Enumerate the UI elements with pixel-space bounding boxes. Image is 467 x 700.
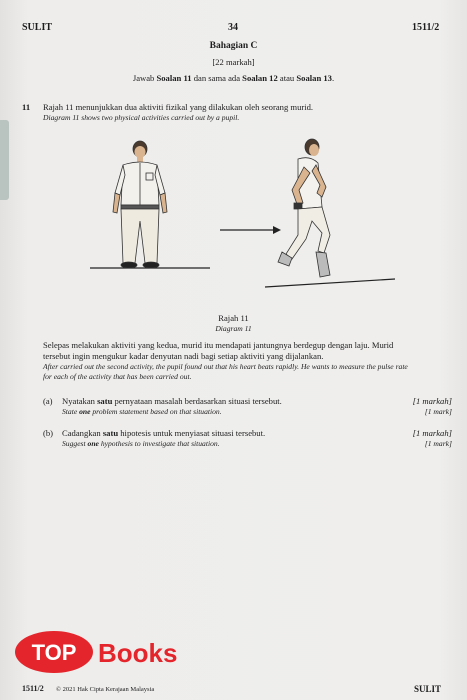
- section-instruction: [0, 73, 467, 84]
- arrow-right-icon: [220, 226, 281, 234]
- part-a-label: (a): [43, 396, 53, 406]
- question-stem-ms: Rajah 11 menunjukkan dua aktiviti fizikal yang dilakukan oleh seorang murid.: [43, 102, 314, 112]
- header-left: SULIT: [22, 22, 53, 33]
- instruction-text: Jawab: [132, 73, 157, 83]
- question-stem-en: Diagram 11 shows two physical activities carried out by a pupil.: [43, 113, 240, 122]
- footer-copyright: © 2021 Hak Cipta Kerajaan Malaysia: [56, 686, 155, 693]
- section-marks: [0, 57, 467, 67]
- figure-caption-ms: Rajah 11: [218, 313, 249, 323]
- body-en-line2: for each of the activity that has been carried out.: [43, 372, 192, 381]
- part-b-ms-bold: satu: [102, 428, 119, 438]
- diagram-11: [60, 135, 420, 305]
- part-b-label: (b): [43, 428, 54, 438]
- footer-code: 1511/2: [22, 684, 44, 693]
- logo-top-text: TOP: [31, 640, 77, 665]
- body-en-line1: After carried out the second activity, the pupil found out that his heart beats rapidly. He wants to measure the pulse rate: [43, 362, 408, 371]
- part-a-en-text: State: [62, 407, 80, 416]
- part-b-ms-text: hipotesis untuk menyiasat situasi tersebut.: [118, 428, 266, 438]
- paper-code: 1511/2: [412, 22, 440, 33]
- page-edge-tab: [0, 120, 9, 200]
- body-ms-line2: tersebut ingin mengukur kadar denyutan nadi bagi setiap aktiviti yang dijalankan.: [43, 351, 324, 361]
- part-a-ms-bold: satu: [97, 396, 113, 406]
- part-b-ms: [62, 428, 265, 439]
- part-b-en: [62, 439, 220, 449]
- section-title: Bahagian C: [209, 41, 258, 51]
- part-a-ms: [62, 396, 282, 407]
- part-b-en-text: Suggest: [62, 439, 88, 448]
- figure-caption-en: Diagram 11: [215, 324, 252, 333]
- part-b-en-bold: one: [87, 439, 99, 448]
- standing-pupil-figure: [113, 141, 167, 268]
- section-marks-text: [22 markah]: [212, 57, 255, 67]
- running-pupil-figure: [278, 139, 330, 277]
- instruction-q11: Soalan 11: [156, 73, 192, 83]
- instruction-q12: Soalan 12: [242, 73, 278, 83]
- part-b-en-text: hypothesis to investigate that situation.: [98, 439, 220, 448]
- part-b-mark-en: [1 mark]: [424, 439, 452, 448]
- part-a-mark-ms-text: [1 markah]: [412, 396, 452, 406]
- topbooks-logo: [14, 630, 192, 674]
- part-a-ms-text: Nyatakan: [62, 396, 98, 406]
- part-b-mark-ms-text: [1 markah]: [412, 428, 452, 438]
- part-a-mark-en: [1 mark]: [424, 407, 452, 416]
- part-b-ms-text: Cadangkan: [62, 428, 103, 438]
- part-a-en-bold: one: [79, 407, 91, 416]
- page-number: 34: [228, 22, 238, 33]
- instruction-text: .: [331, 73, 335, 83]
- footer-right: SULIT: [414, 684, 442, 694]
- part-a-ms-text: pernyataan masalah berdasarkan situasi tersebut.: [112, 396, 282, 406]
- part-a-en-text: problem statement based on that situation.: [90, 407, 222, 416]
- question-number: 11: [22, 102, 31, 112]
- instruction-q13: Soalan 13: [296, 73, 332, 83]
- part-a-mark-ms: [360, 396, 452, 407]
- part-a-en: [62, 407, 222, 417]
- part-b-mark-ms: [360, 428, 452, 439]
- instruction-text: dan sama ada: [191, 73, 243, 83]
- instruction-text: atau: [277, 73, 297, 83]
- body-ms-line1: Selepas melakukan aktiviti yang kedua, murid itu mendapati jantungnya berdegup dengan laju. Murid: [43, 340, 394, 350]
- logo-books-text: Books: [98, 638, 178, 668]
